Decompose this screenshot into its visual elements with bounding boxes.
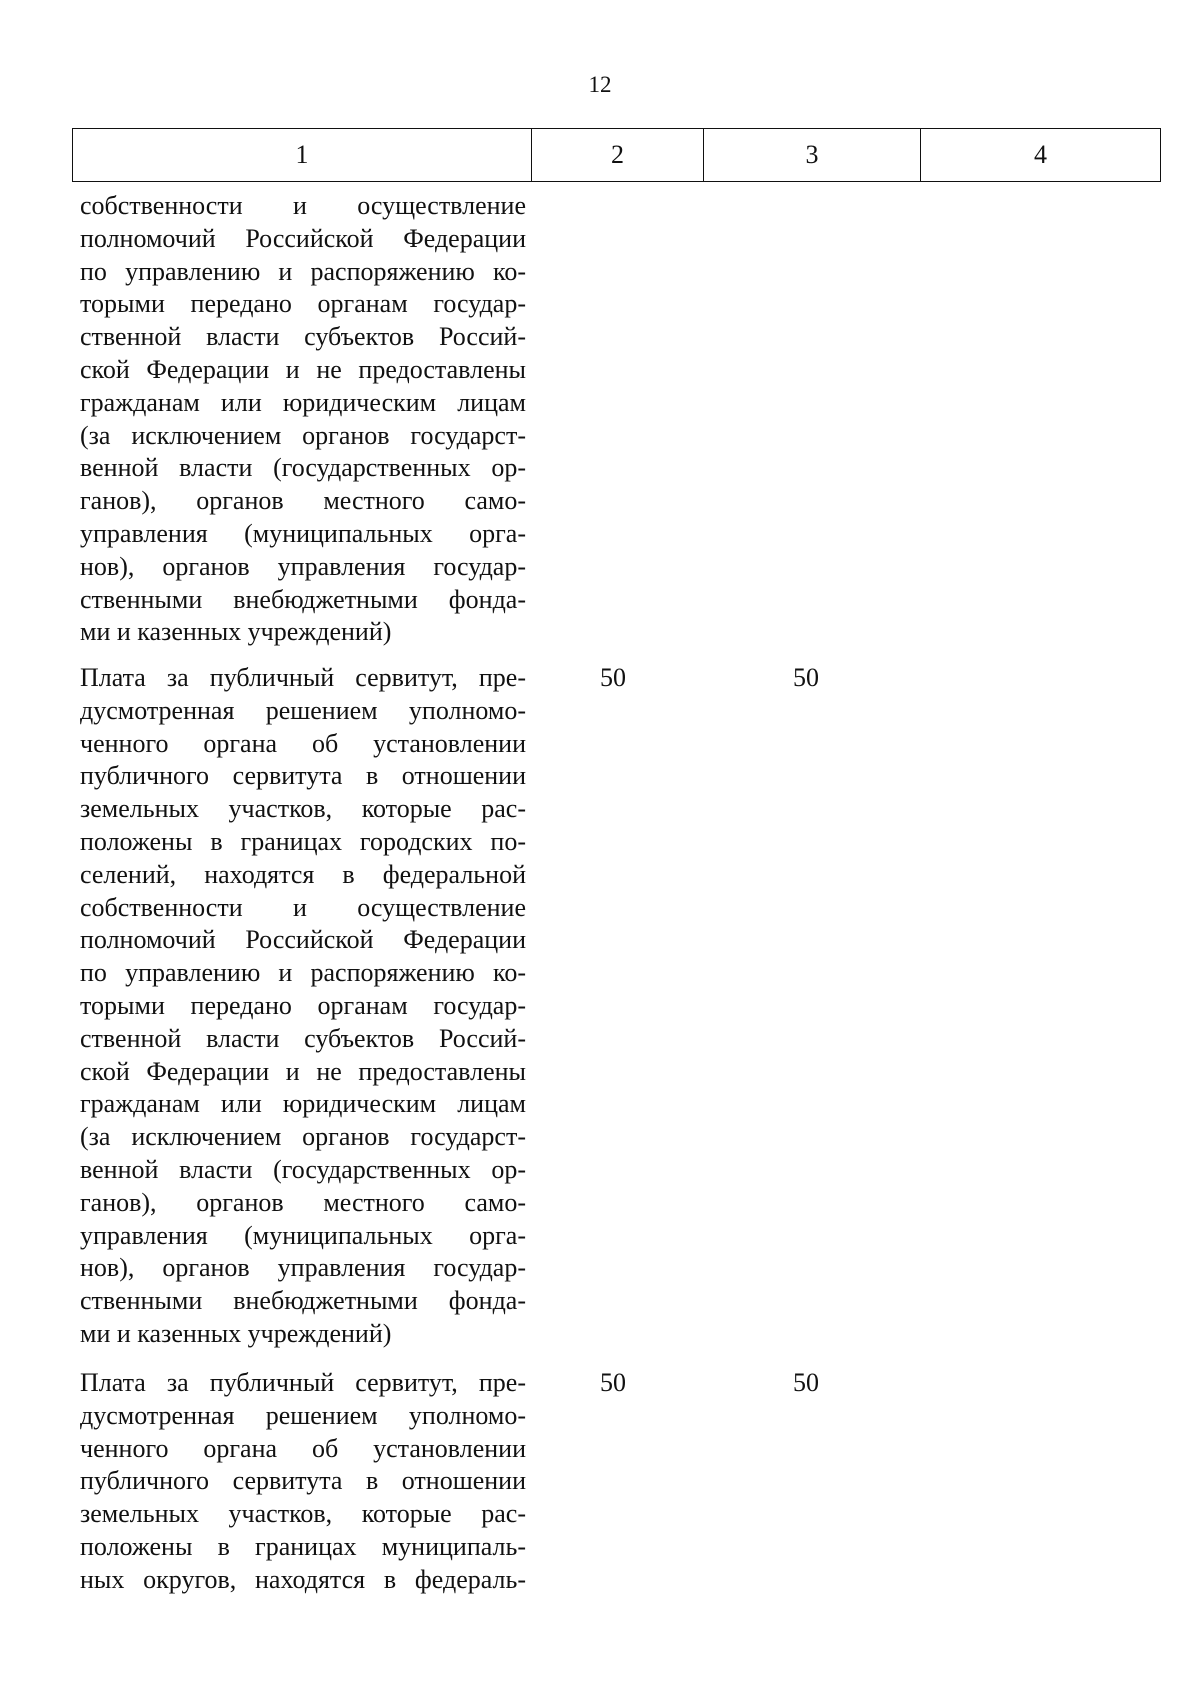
text-line: ственными внебюджетными фонда- [80,584,526,614]
text-line: публичного сервитута в отношении [80,1466,526,1496]
text-line: земельных участков, которые рас- [80,794,526,824]
text-line: ганов), органов местного само- [80,1187,526,1217]
text-line: ственными внебюджетными фонда- [80,1286,526,1316]
text-line: земельных участков, которые рас- [80,1499,526,1529]
text-line: ми и казенных учреждений) [80,1318,392,1348]
text-line: управления (муниципальных орга- [80,518,526,548]
text-line: торыми передано органам государ- [80,289,526,319]
column-header-2: 2 [532,129,704,182]
text-line: ченного органа об установлении [80,728,526,758]
row-value-col2: 50 [600,663,626,692]
text-line: полномочий Российской Федерации [80,925,526,955]
text-line: Плата за публичный сервитут, пре- [80,1368,526,1397]
row-description [80,1367,526,1597]
text-line: ственной власти субъектов Россий- [80,322,526,352]
row-description [80,662,526,1351]
text-line: по управлению и распоряжению ко- [80,958,526,988]
table-header [72,128,1161,182]
column-header-1: 1 [73,129,532,182]
text-line: по управлению и распоряжению ко- [80,256,526,286]
row-value-col2: 50 [600,1368,626,1397]
text-line: ской Федерации и не предоставлены [80,354,526,384]
text-line: собственности и осуществление [80,892,526,922]
text-line: селений, находятся в федеральной [80,859,526,889]
text-line: венной власти (государственных ор- [80,1154,526,1184]
text-line: гражданам или юридическим лицам [80,1089,526,1119]
text-line: (за исключением органов государст- [80,1122,526,1152]
row-description [80,190,526,649]
text-line: нов), органов управления государ- [80,1253,526,1283]
text-line: гражданам или юридическим лицам [80,387,526,417]
row-value-col3: 50 [793,1368,819,1397]
text-line: ченного органа об установлении [80,1433,526,1463]
table-header-row [73,129,1161,182]
text-line: (за исключением органов государст- [80,420,526,450]
text-line: ми и казенных учреждений) [80,617,392,647]
text-line: дусмотренная решением уполномо- [80,695,526,725]
row-value-col3: 50 [793,663,819,692]
text-line: ской Федерации и не предоставлены [80,1056,526,1086]
text-line: ганов), органов местного само- [80,486,526,516]
text-line: Плата за публичный сервитут, пре- [80,663,526,692]
column-header-3: 3 [704,129,921,182]
text-line: нов), органов управления государ- [80,551,526,581]
text-line: управления (муниципальных орга- [80,1220,526,1250]
text-line: положены в границах муниципаль- [80,1531,526,1561]
column-header-4: 4 [921,129,1161,182]
text-line: дусмотренная решением уполномо- [80,1400,526,1430]
text-line: положены в границах городских по- [80,826,526,856]
text-line: полномочий Российской Федерации [80,223,526,253]
page-number: 12 [588,72,612,97]
text-line: ных округов, находятся в федераль- [80,1564,526,1594]
text-line: ственной власти субъектов Россий- [80,1023,526,1053]
text-line: собственности и осуществление [80,191,526,220]
text-line: публичного сервитута в отношении [80,761,526,791]
text-line: венной власти (государственных ор- [80,453,526,483]
text-line: торыми передано органам государ- [80,990,526,1020]
